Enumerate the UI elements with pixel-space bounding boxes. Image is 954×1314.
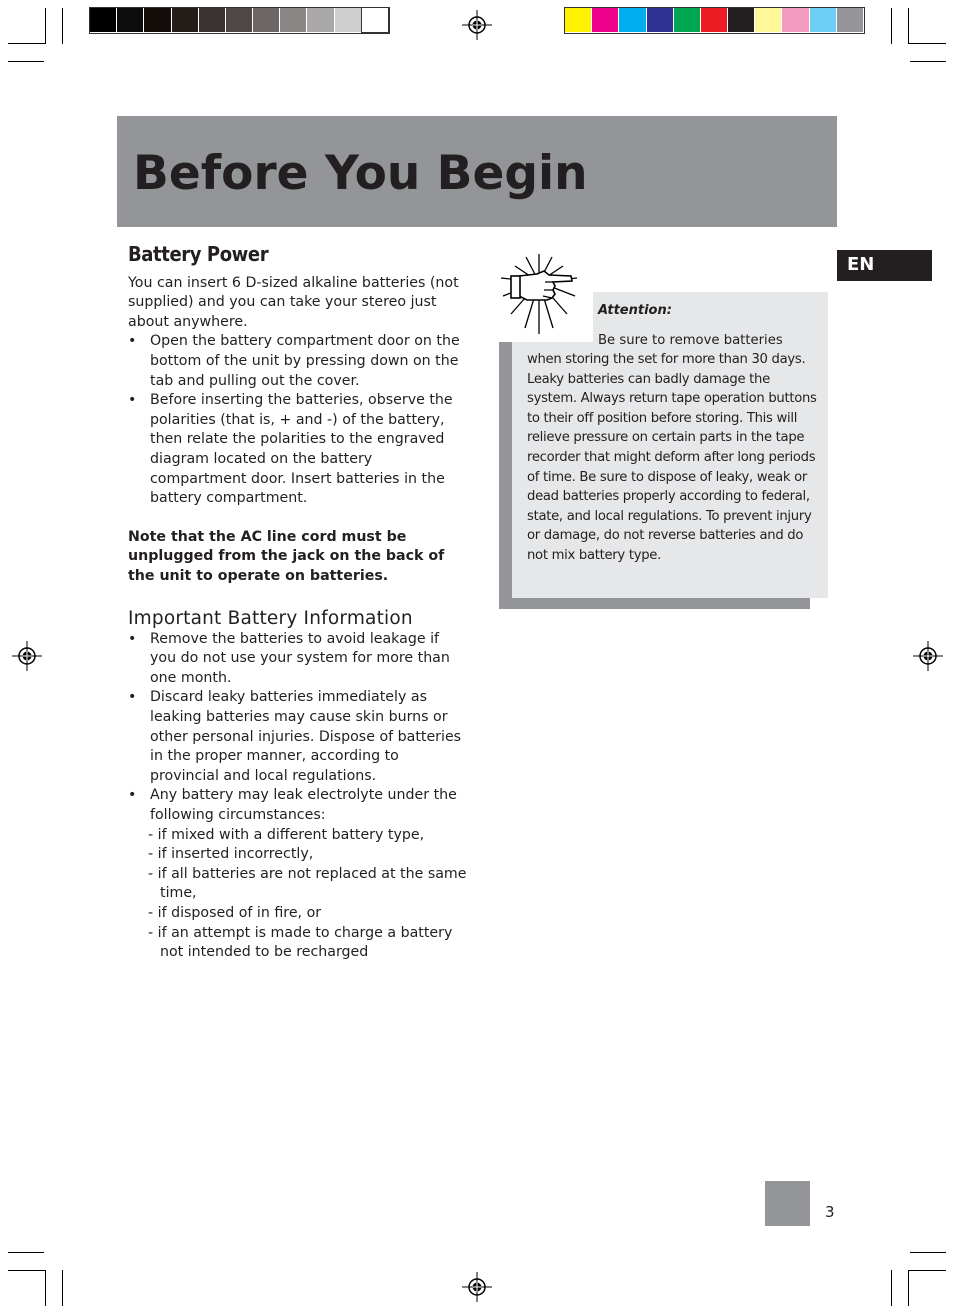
color-swatch (837, 8, 863, 32)
language-tab (837, 250, 932, 281)
bullet-icon: • (128, 333, 137, 350)
list-item: • Remove the batteries to avoid leakage if you do not use your system for more than one month. (128, 630, 450, 686)
crop-mark (45, 8, 46, 44)
color-swatch (565, 8, 591, 32)
color-swatch (755, 8, 781, 32)
list-item: • Discard leaky batteries immediately as leaking batteries may cause skin burns or other personal injuries. Dispose of batteries in the proper manner, according to provincial and local regulations. (128, 689, 462, 784)
crop-mark (908, 43, 946, 44)
circumstance-item: - if mixed with a different battery type, (148, 826, 425, 843)
crop-mark (891, 1270, 892, 1306)
color-swatch (701, 8, 727, 32)
crop-mark (8, 1270, 46, 1271)
important-info-section (128, 609, 468, 963)
crop-mark (908, 8, 909, 44)
color-swatch (674, 8, 700, 32)
circumstance-item: - if disposed of in fire, or (148, 904, 322, 921)
color-swatch (647, 8, 673, 32)
circumstance-item: - if inserted incorrectly, (148, 846, 314, 863)
registration-target-icon (462, 1272, 492, 1302)
bullet-list (128, 332, 468, 508)
crop-mark (910, 61, 946, 62)
color-swatch (226, 8, 252, 32)
color-swatch (619, 8, 645, 32)
color-swatch (810, 8, 836, 32)
list-item: • Open the battery compartment door on the bottom of the unit by pressing down on the tab and pulling out the cover. (128, 333, 460, 389)
color-swatch (335, 8, 361, 32)
crop-mark (62, 1270, 63, 1306)
subsection-heading: Important Battery Information (128, 608, 413, 629)
color-swatch (280, 8, 306, 32)
color-swatch (592, 8, 618, 32)
battery-power-section (128, 242, 468, 587)
color-swatch (307, 8, 333, 32)
circumstance-list (128, 826, 468, 963)
circumstance-item: - if all batteries are not replaced at the same time, (148, 865, 467, 902)
section-heading: Battery Power (128, 242, 269, 266)
crop-mark (910, 1252, 946, 1253)
page-number-box (765, 1181, 810, 1226)
bullet-icon: • (128, 392, 137, 409)
attention-first-line: Be sure to remove batteries (598, 333, 783, 348)
color-swatch (253, 8, 279, 32)
page-title: Before You Begin (133, 146, 588, 201)
attention-body: when storing the set for more than 30 days. Leaky batteries can badly damage the system. Always return tape operation buttons to their off position before storing. This will relieve pressure on certain parts in the tape recorder that might deform after long periods of time. Be sure to dispose of leaky, weak or dead batteries properly according to federal, state, and local regulations. To prevent injury or damage, do not reverse batteries and do not mix battery type. (527, 352, 817, 563)
color-swatch (782, 8, 808, 32)
color-swatch (117, 8, 143, 32)
language-label: EN (847, 254, 875, 275)
color-swatch (362, 8, 388, 32)
crop-mark (62, 8, 63, 44)
registration-target-icon (12, 641, 42, 671)
crop-mark (8, 1252, 44, 1253)
bullet-icon: • (128, 630, 137, 647)
note-paragraph: Note that the AC line cord must be unplugged from the jack on the back of the unit to operate on batteries. (128, 528, 445, 584)
color-swatch (144, 8, 170, 32)
intro-paragraph: You can insert 6 D-sized alkaline batteries (not supplied) and you can take your stereo just about anywhere. (128, 274, 459, 330)
crop-mark (8, 61, 44, 62)
list-item: • Before inserting the batteries, observe the polarities (that is, + and -) of the battery, then relate the polarities to the engraved diagram located on the battery compartment door. Insert batteries in the battery compartment. (128, 392, 453, 507)
color-swatch (199, 8, 225, 32)
crop-mark (891, 8, 892, 44)
registration-target-icon (913, 641, 943, 671)
bullet-icon: • (128, 787, 137, 804)
crop-mark (908, 1270, 946, 1271)
crop-mark (8, 43, 46, 44)
bullet-icon: • (128, 689, 137, 706)
bullet-list (128, 630, 468, 826)
crop-mark (908, 1270, 909, 1306)
color-swatch (90, 8, 116, 32)
crop-mark (45, 1270, 46, 1306)
color-swatch (728, 8, 754, 32)
list-item: • Any battery may leak electrolyte under the following circumstances: (128, 787, 457, 823)
registration-target-icon (462, 10, 492, 40)
circumstance-item: - if an attempt is made to charge a battery not intended to be recharged (148, 924, 453, 961)
color-swatch (172, 8, 198, 32)
attention-title: Attention: (598, 303, 672, 318)
pointing-hand-icon (497, 252, 583, 338)
page-number: 3 (825, 1203, 835, 1221)
